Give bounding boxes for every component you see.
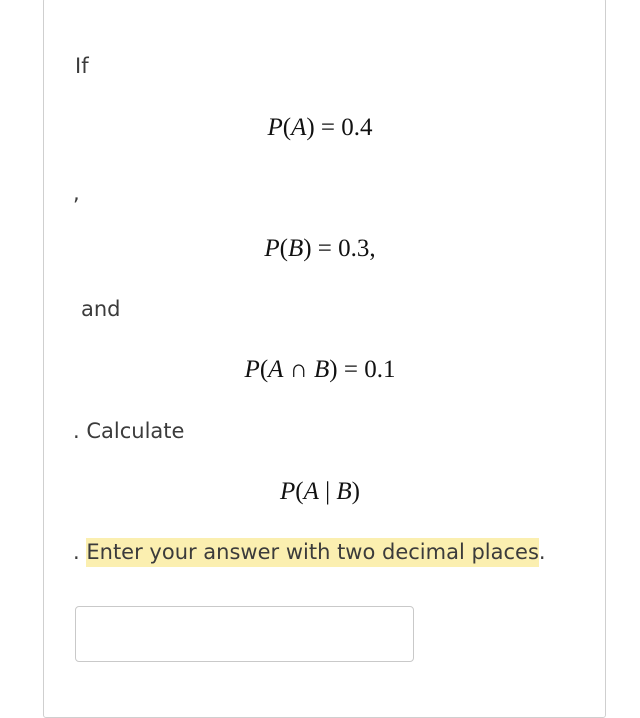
- equation-p-a: P(A) = 0.4: [267, 114, 373, 141]
- comma-text: ,: [73, 181, 80, 205]
- instruction-highlight: Enter your answer with two decimal places: [86, 538, 539, 567]
- and-text: and: [81, 297, 121, 321]
- intro-if-text: If: [75, 54, 89, 78]
- equation-p-a-and-b: P(A ∩ B) = 0.1: [244, 356, 396, 383]
- calculate-text: . Calculate: [73, 419, 185, 443]
- equation-target-p-a-given-b: P(A | B): [279, 478, 360, 505]
- equation-p-b: P(B) = 0.3,: [264, 235, 376, 262]
- answer-input[interactable]: [75, 606, 414, 662]
- instruction-line: . Enter your answer with two decimal places.: [73, 542, 546, 563]
